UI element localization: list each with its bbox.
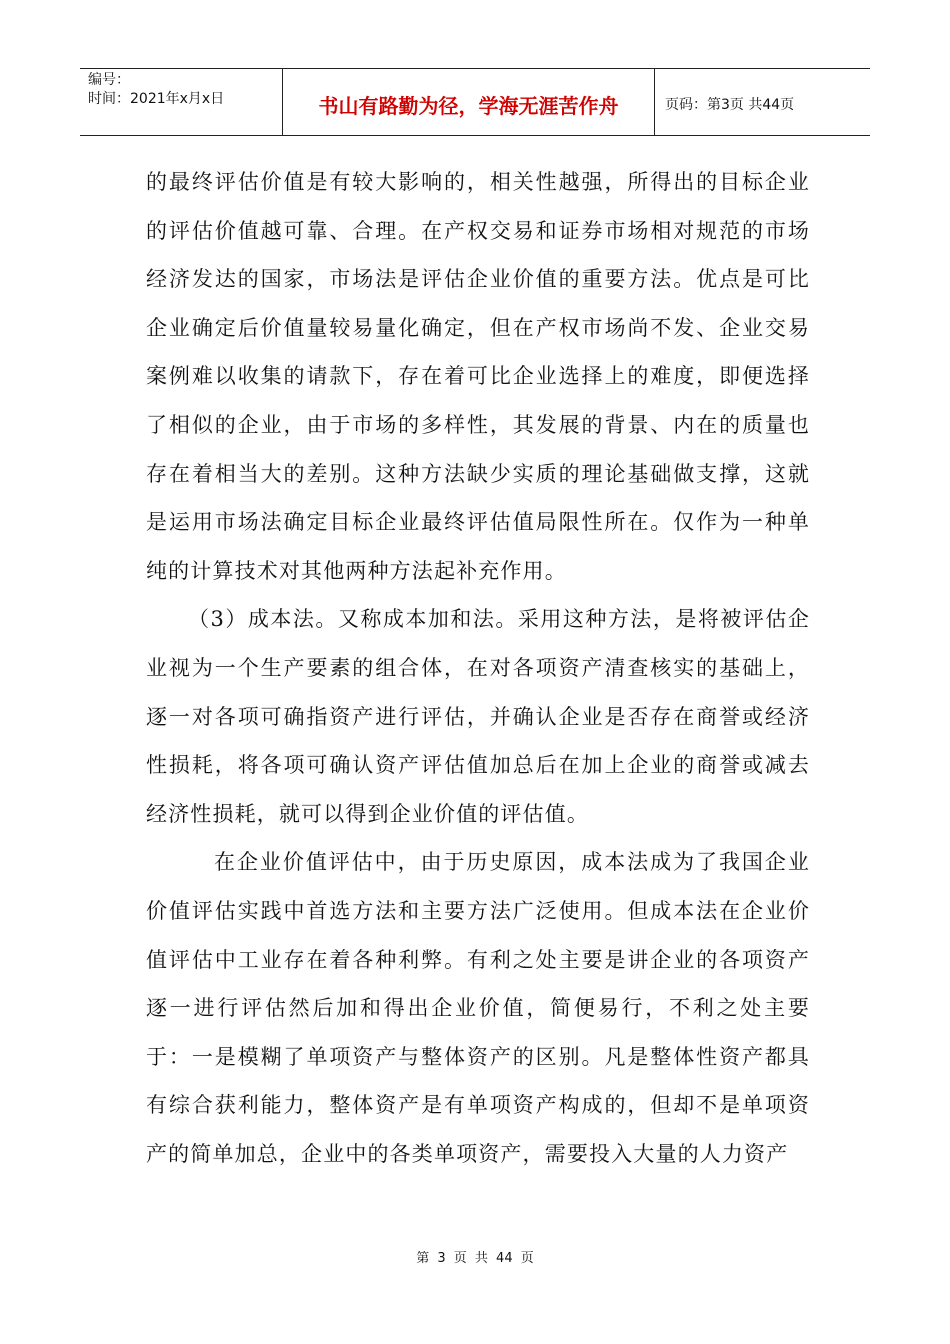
document-header [80,68,870,136]
page-footer: 第 3 页 共 44 页 [416,1251,534,1266]
number-label: 编号： [88,72,130,88]
paragraph-3: 在企业价值评估中，由于历史原因，成本法成为了我国企业价值评估实践中首选方法和主要方法广泛使用。但成本法在企业价值评估中工业存在着各种利弊。有利之处主要是讲企业的各项资产逐一进行评估然后加和得出企业价值，简便易行，不利之处主要于：一是模糊了单项资产与整体资产的区别。凡是整体性资产都具有综合获利能力，整体资产是有单项资产构成的，但却不是单项资产的简单加总，企业中的各类单项资产，需要投入大量的人力资产 [146,850,810,1166]
header-page-info: 页码：第3页 共44页 [665,97,795,113]
paragraph-2: （3）成本法。又称成本加和法。采用这种方法，是将被评估企业视为一个生产要素的组合体，在对各项资产清查核实的基础上，逐一对各项可确指资产进行评估，并确认企业是否存在商誉或经济性损耗，将各项可确认资产评估值加总后在加上企业的商誉或减去经济性损耗，就可以得到企业价值的评估值。 [146,607,810,826]
header-motto-cell [283,69,655,135]
header-motto: 书山有路勤为径，学海无涯苦作舟 [318,93,619,118]
body-text [146,158,810,1178]
header-page-cell [655,69,870,135]
paragraph-1: 的最终评估价值是有较大影响的，相关性越强，所得出的目标企业的评估价值越可靠、合理。在产权交易和证券市场相对规范的市场经济发达的国家，市场法是评估企业价值的重要方法。优点是可比企业确定后价值量较易量化确定，但在产权市场尚不发、企业交易案例难以收集的请款下，存在着可比企业选择上的难度，即便选择了相似的企业，由于市场的多样性，其发展的背景、内在的质量也存在着相当大的差别。这种方法缺少实质的理论基础做支撑，这就是运用市场法确定目标企业最终评估值局限性所在。仅作为一种单纯的计算技术对其他两种方法起补充作用。 [146,170,810,583]
date-label: 时间：2021年x月x日 [88,91,225,107]
header-meta-cell [80,69,283,135]
